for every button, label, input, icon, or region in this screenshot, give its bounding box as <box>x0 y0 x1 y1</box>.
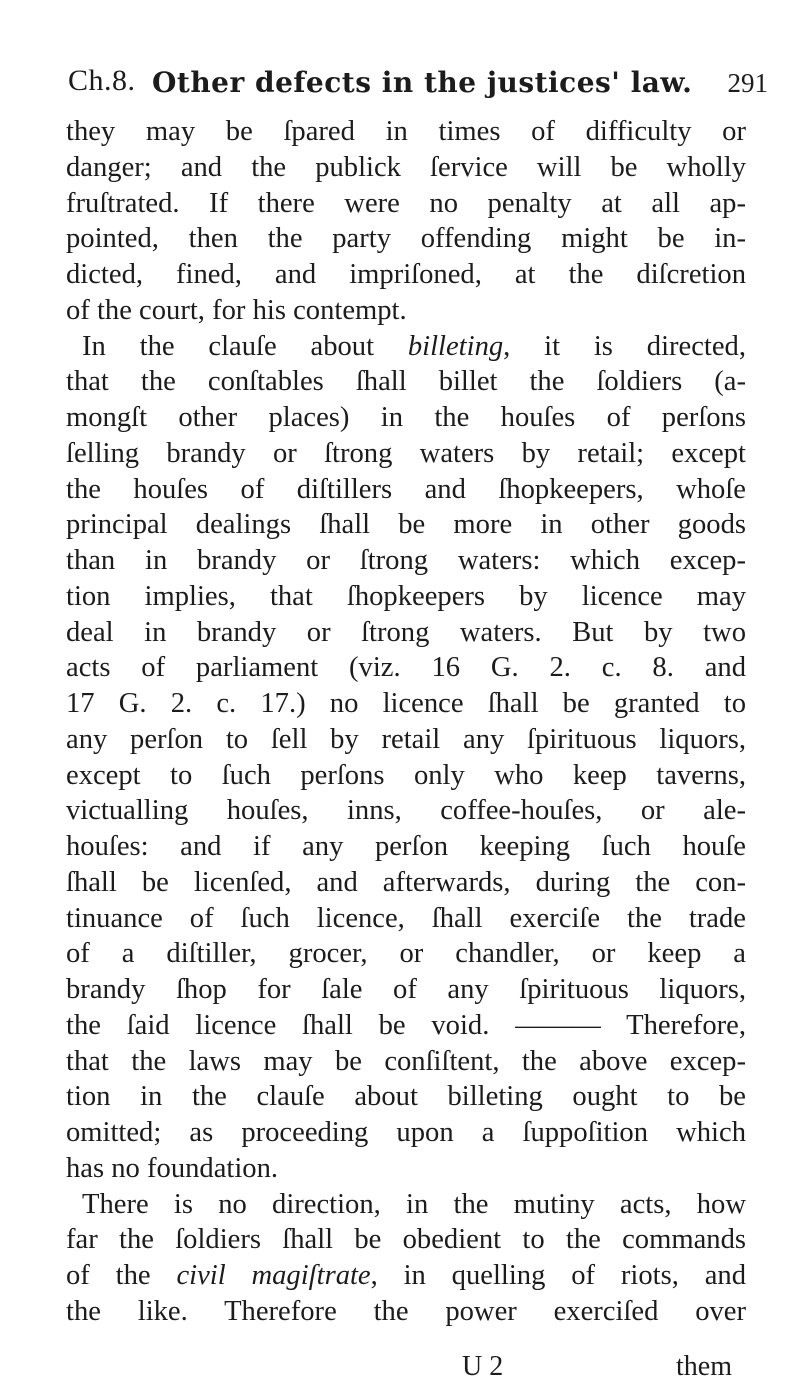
text-segment: that the conſtables ſhall billet the ſoldiers (a- <box>66 366 746 398</box>
text-line <box>66 150 746 186</box>
text-segment: In the clauſe about <box>82 330 408 362</box>
text-line <box>66 722 746 758</box>
text-line <box>66 686 746 722</box>
text-line <box>66 257 746 293</box>
text-segment: pointed, then the party offending might be in- <box>66 223 746 255</box>
text-line <box>66 436 746 472</box>
text-line <box>66 793 746 829</box>
text-segment: of the <box>66 1260 177 1291</box>
text-segment: far the ſoldiers ſhall be obedient to the commands <box>66 1224 746 1256</box>
page-number: 291 <box>727 68 768 98</box>
text-segment: There is no direction, in the mutiny acts, how <box>82 1188 746 1220</box>
text-segment: ſelling brandy or ſtrong waters by retail; except <box>66 437 746 469</box>
running-title: Other defects in the justices' law. <box>152 66 693 99</box>
text-segment: houſes: and if any perſon keeping ſuch houſe <box>66 831 746 862</box>
text-line <box>66 364 746 400</box>
text-line <box>66 1294 746 1330</box>
text-segment: deal in brandy or ſtrong waters. But by two <box>66 616 746 648</box>
text-segment: except to ſuch perſons only who keep taverns, <box>66 759 746 791</box>
text-line <box>66 650 746 686</box>
text-segment: the like. Therefore the power exerciſed over <box>66 1295 746 1327</box>
italic-text: billeting <box>407 330 504 362</box>
text-segment: the houſes of diſtillers and ſhopkeepers, whoſe <box>66 473 746 505</box>
text-segment: omitted; as proceeding upon a ſuppoſition which <box>66 1117 746 1148</box>
text-line <box>66 293 746 329</box>
text-line <box>66 543 746 579</box>
text-line <box>66 221 746 257</box>
running-head <box>68 64 768 108</box>
text-line <box>66 972 746 1008</box>
page-footer <box>66 1349 746 1385</box>
text-line <box>66 114 746 150</box>
signature-mark: U 2 <box>462 1351 504 1382</box>
text-segment: 17 G. 2. c. 17.) no licence ſhall be granted to <box>66 688 746 719</box>
text-segment: of a diſtiller, grocer, or chandler, or keep a <box>66 938 746 970</box>
text-line <box>66 758 746 794</box>
text-segment: danger; and the publick ſervice will be wholly <box>66 151 746 183</box>
text-line <box>66 901 746 937</box>
text-segment: victualling houſes, inns, coffee-houſes, or ale- <box>66 795 746 827</box>
text-segment: any perſon to ſell by retail any ſpirituous liquors, <box>66 723 746 755</box>
text-line <box>66 507 746 543</box>
text-segment: has no foundation. <box>66 1152 279 1184</box>
text-segment: , in quelling of riots, and <box>370 1260 746 1291</box>
text-line <box>66 615 746 651</box>
text-line <box>66 1008 746 1044</box>
text-segment: they may be ſpared in times of difficulty or <box>66 116 746 147</box>
text-line <box>66 579 746 615</box>
text-segment: the ſaid licence ſhall be void. ——— Therefore, <box>66 1009 746 1041</box>
text-line <box>66 865 746 901</box>
text-segment: ſhall be licenſed, and afterwards, during the con- <box>66 866 746 898</box>
text-segment: , it is directed, <box>503 330 746 362</box>
text-line <box>66 829 746 865</box>
text-line <box>66 329 746 365</box>
text-line <box>66 472 746 508</box>
catchword: them <box>676 1351 732 1382</box>
text-segment: brandy ſhop for ſale of any ſpirituous liquors, <box>66 974 746 1005</box>
text-segment: fruſtrated. If there were no penalty at all ap- <box>66 187 746 219</box>
body-text <box>66 114 746 1330</box>
text-segment: tinuance of ſuch licence, ſhall exerciſe the trade <box>66 902 746 934</box>
text-segment: mongſt other places) in the houſes of perſons <box>66 402 746 433</box>
text-line <box>66 1258 746 1294</box>
text-line <box>66 1151 746 1187</box>
text-line <box>66 186 746 222</box>
text-line <box>66 1222 746 1258</box>
text-segment: of the court, for his contempt. <box>66 294 407 326</box>
text-line <box>66 400 746 436</box>
italic-text: civil magiſtrate <box>176 1260 371 1291</box>
text-line <box>66 1187 746 1223</box>
text-segment: tion in the clauſe about billeting ought to be <box>66 1081 746 1113</box>
text-line <box>66 936 746 972</box>
text-line <box>66 1079 746 1115</box>
text-line <box>66 1044 746 1080</box>
chapter-label: Ch.8. <box>68 64 136 97</box>
text-segment: that the laws may be conſiſtent, the above excep- <box>66 1045 746 1077</box>
text-segment: than in brandy or ſtrong waters: which excep- <box>66 545 746 576</box>
text-segment: principal dealings ſhall be more in other goods <box>66 509 746 541</box>
text-segment: acts of parliament (viz. 16 G. 2. c. 8. and <box>66 652 746 684</box>
text-segment: tion implies, that ſhopkeepers by licence may <box>66 580 746 612</box>
text-line <box>66 1115 746 1151</box>
text-segment: dicted, fined, and impriſoned, at the diſcretion <box>66 259 746 290</box>
